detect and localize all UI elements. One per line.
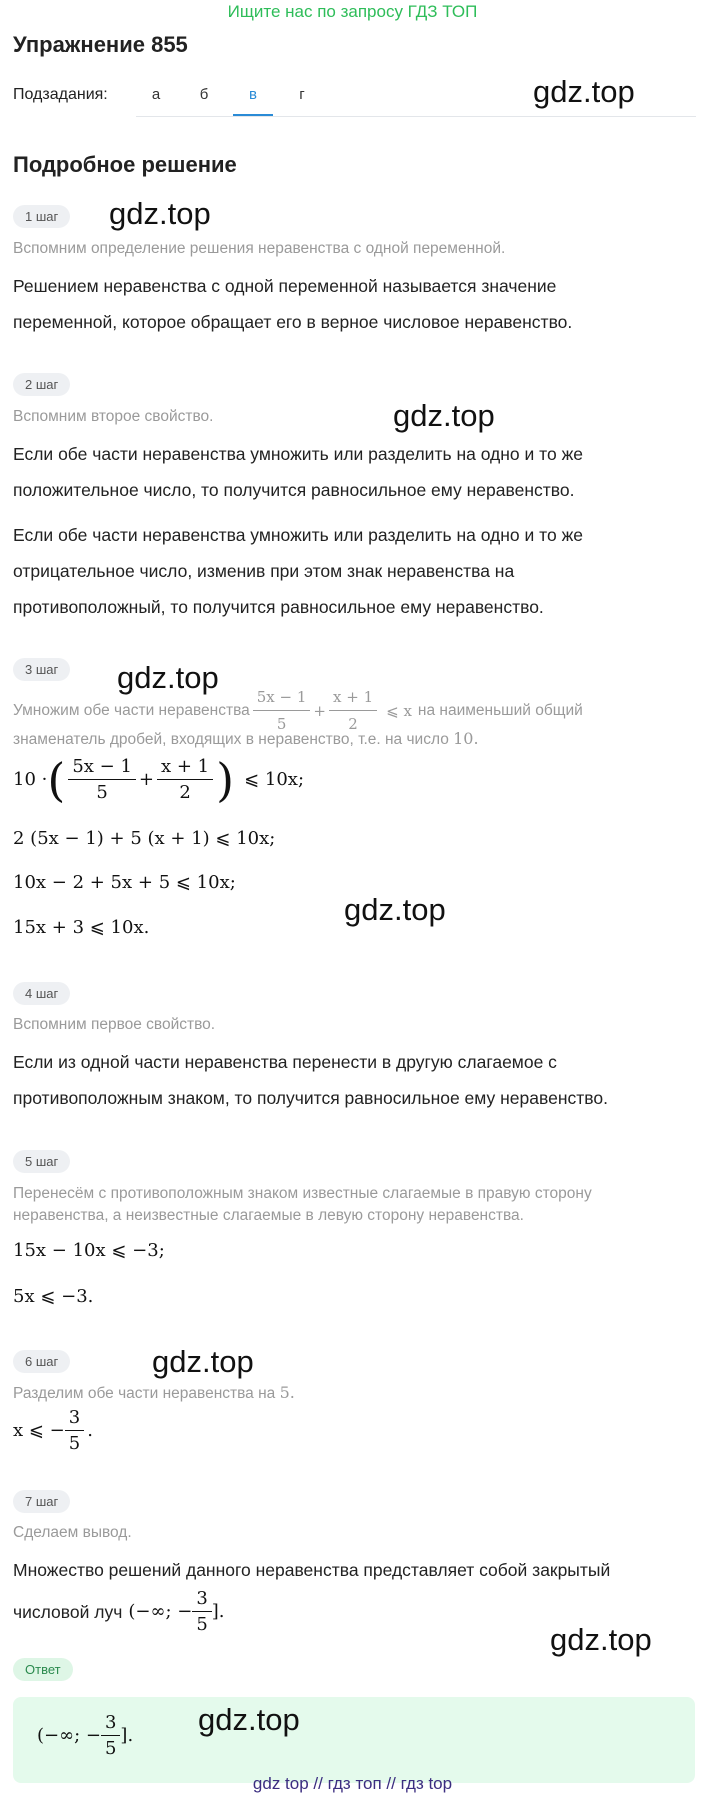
watermark: gdz.top bbox=[550, 1622, 652, 1657]
tab-b[interactable]: б bbox=[199, 86, 209, 103]
subtasks-label: Подзадания: bbox=[13, 86, 108, 103]
open-paren: ( bbox=[47, 752, 66, 807]
fraction-numerator: 5x − 1 bbox=[68, 756, 136, 780]
fraction-denominator: 2 bbox=[348, 715, 358, 733]
fraction bbox=[68, 756, 136, 803]
step-4-hint: Вспомним первое свойство. bbox=[13, 1016, 216, 1033]
inequality-sign: ⩽ x bbox=[386, 701, 412, 720]
step-1-text-line: переменной, которое обращает его в верное числовое неравенство. bbox=[13, 312, 573, 332]
active-tab-indicator bbox=[233, 114, 273, 116]
equation: 2 (5x − 1) + 5 (x + 1) ⩽ 10x; bbox=[13, 828, 276, 849]
step-7-hint: Сделаем вывод. bbox=[13, 1524, 132, 1541]
step-6-hint bbox=[13, 1382, 295, 1405]
watermark: gdz.top bbox=[152, 1344, 254, 1379]
step-3-hint-text: Умножим обе части неравенства bbox=[13, 701, 250, 719]
fraction-denominator: 5 bbox=[68, 1433, 81, 1454]
step-1-hint: Вспомним определение решения неравенства с одной переменной. bbox=[13, 240, 506, 257]
step-1-badge: 1 шаг bbox=[13, 205, 70, 228]
page-title: Упражнение 855 bbox=[13, 32, 188, 57]
fraction bbox=[157, 756, 213, 803]
step-5-badge: 5 шаг bbox=[13, 1150, 70, 1173]
answer-value bbox=[37, 1712, 133, 1759]
step-4-badge: 4 шаг bbox=[13, 982, 70, 1005]
fraction bbox=[65, 1407, 84, 1454]
equation: 10x − 2 + 5x + 5 ⩽ 10x; bbox=[13, 872, 236, 893]
equation: 5x ⩽ −3. bbox=[13, 1286, 94, 1307]
step-6-hint-text: Разделим обе части неравенства на bbox=[13, 1385, 276, 1402]
fraction-numerator: 3 bbox=[101, 1712, 120, 1736]
tab-g[interactable]: г bbox=[299, 86, 305, 103]
equation-part: x ⩽ − bbox=[13, 1420, 65, 1441]
equation bbox=[13, 1407, 93, 1454]
step-5-hint-line: неравенства, а неизвестные слагаемые в левую сторону неравенства. bbox=[13, 1207, 524, 1224]
equation-part: 10 · bbox=[13, 769, 48, 790]
fraction-denominator: 5 bbox=[276, 715, 287, 733]
equation-part: ⩽ 10x; bbox=[244, 769, 305, 790]
fraction-denominator: 5 bbox=[196, 1614, 208, 1635]
interval-part: (−∞; − bbox=[37, 1725, 101, 1746]
fraction-denominator: 5 bbox=[104, 1738, 117, 1759]
fraction-denominator: 5 bbox=[96, 782, 108, 803]
equation: 15x + 3 ⩽ 10x. bbox=[13, 917, 150, 938]
watermark: gdz.top bbox=[109, 196, 211, 231]
section-title: Подробное решение bbox=[13, 152, 237, 177]
watermark: gdz.top bbox=[344, 892, 446, 927]
hint-number: 5. bbox=[279, 1383, 295, 1402]
interval-part: (−∞; − bbox=[128, 1601, 193, 1622]
fraction-numerator: 3 bbox=[65, 1407, 84, 1431]
step-3-badge: 3 шаг bbox=[13, 658, 70, 681]
fraction bbox=[101, 1712, 120, 1759]
step-2-badge: 2 шаг bbox=[13, 373, 70, 396]
step-3-hint-text: знаменатель дробей, входящих в неравенство, т.е. на число bbox=[13, 731, 449, 748]
step-2-text-line: Если обе части неравенства умножить или разделить на одно и то же bbox=[13, 444, 584, 464]
fraction-denominator: 2 bbox=[179, 782, 191, 803]
answer-badge: Ответ bbox=[13, 1658, 73, 1681]
watermark: gdz.top bbox=[198, 1702, 300, 1737]
fraction-numerator: x + 1 bbox=[157, 756, 213, 780]
fraction-numerator: x + 1 bbox=[329, 686, 377, 711]
plus-sign: + bbox=[138, 769, 154, 790]
search-banner: Ищите нас по запросу ГДЗ ТОП bbox=[227, 2, 478, 21]
fraction-numerator: 3 bbox=[192, 1588, 211, 1612]
step-2-text-line: противоположный, то получится равносильное ему неравенство. bbox=[13, 597, 544, 617]
step-2-hint: Вспомним второе свойство. bbox=[13, 408, 214, 425]
step-1-text-line: Решением неравенства с одной переменной называется значение bbox=[13, 276, 557, 296]
interval-part: ]. bbox=[120, 1725, 134, 1746]
fraction-numerator: 5x − 1 bbox=[253, 686, 311, 711]
plus-sign: + bbox=[313, 701, 326, 720]
tab-v[interactable]: в bbox=[249, 86, 257, 103]
hint-number: 10. bbox=[453, 729, 479, 748]
step-7-text-line bbox=[13, 1588, 225, 1635]
step-2-text-line: отрицательное число, изменив при этом знак неравенства на bbox=[13, 561, 515, 581]
watermark: gdz.top bbox=[117, 660, 219, 695]
step-3-hint-text: на наименьший общий bbox=[417, 701, 583, 719]
step-2-text-line: Если обе части неравенства умножить или разделить на одно и то же bbox=[13, 525, 584, 545]
equation bbox=[13, 752, 305, 807]
equation-part: . bbox=[87, 1420, 93, 1441]
step-3-hint-line bbox=[13, 728, 479, 751]
close-paren: ) bbox=[216, 752, 235, 807]
footer-links[interactable]: gdz top // гдз топ // гдз top bbox=[252, 1774, 453, 1793]
step-7-text-line: Множество решений данного неравенства представляет собой закрытый bbox=[13, 1560, 611, 1580]
equation: 15x − 10x ⩽ −3; bbox=[13, 1240, 165, 1261]
tab-a[interactable]: а bbox=[151, 86, 161, 103]
step-4-text-line: противоположным знаком, то получится равносильное ему неравенство. bbox=[13, 1088, 608, 1108]
step-7-text: числовой луч bbox=[13, 1601, 123, 1622]
watermark: gdz.top bbox=[393, 398, 495, 433]
interval-part: ]. bbox=[211, 1601, 225, 1622]
step-2-text-line: положительное число, то получится равносильное ему неравенство. bbox=[13, 480, 575, 500]
step-6-badge: 6 шаг bbox=[13, 1350, 70, 1373]
step-4-text-line: Если из одной части неравенства перенести в другую слагаемое с bbox=[13, 1052, 557, 1072]
step-7-badge: 7 шаг bbox=[13, 1490, 70, 1513]
watermark: gdz.top bbox=[533, 74, 635, 109]
fraction bbox=[192, 1588, 211, 1635]
step-5-hint-line: Перенесём с противоположным знаком известные слагаемые в правую сторону bbox=[13, 1185, 592, 1202]
